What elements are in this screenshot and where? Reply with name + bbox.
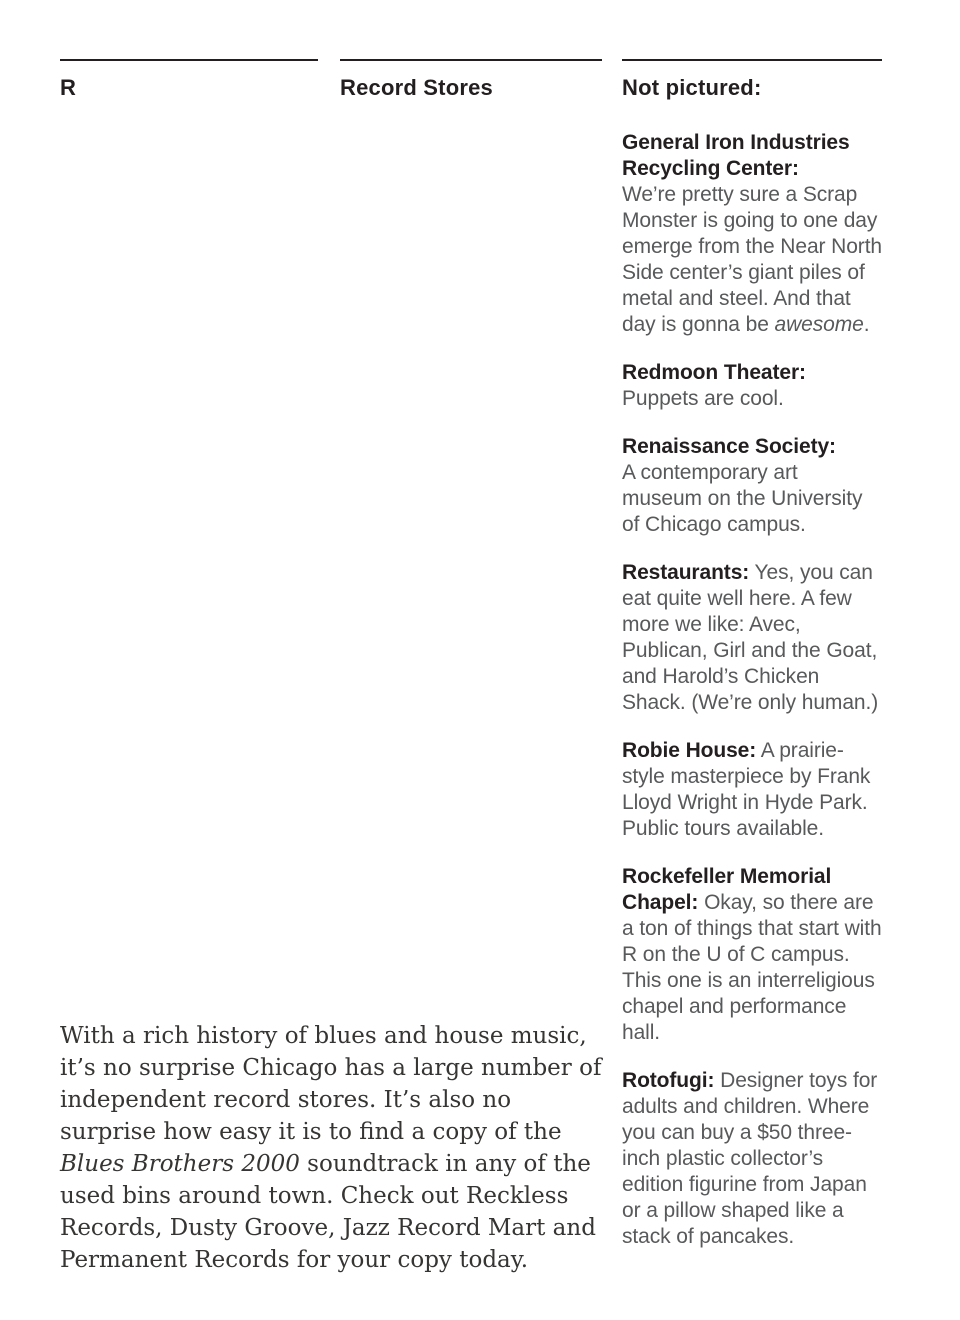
record-stores-article: [60, 1020, 608, 1276]
entry-body: Puppets are cool.: [622, 387, 784, 410]
entry-general-iron-recycling-center: [622, 130, 882, 338]
entry-rotofugi: [622, 1068, 882, 1250]
entry-title: Rockefeller Memorial Chapel:: [622, 865, 832, 914]
letter-column-rule: [60, 59, 318, 61]
entry-rockefeller-memorial-chapel: [622, 864, 882, 1046]
not-pictured-list: [622, 130, 882, 1250]
entry-redmoon-theater: [622, 360, 882, 412]
entry-title: Redmoon Theater:: [622, 361, 806, 384]
not-pictured-column: [622, 59, 882, 1250]
entry-title: Robie House:: [622, 739, 757, 762]
entry-renaissance-society: [622, 434, 882, 538]
entry-title: Restaurants:: [622, 561, 750, 584]
record-stores-paragraph: With a rich history of blues and house music, it’s no surprise Chicago has a large number of independent record stores. It’s also no surprise how easy it is to find a copy of the Blues Brothers 2000 soundtrack in any of the used bins around town. Check out Reckless Records, Dusty Groove, Jazz Record Mart and Permanent Records for your copy today.: [60, 1023, 602, 1273]
entry-title: General Iron Industries Recycling Center:: [622, 131, 850, 180]
entry-body: Okay, so there are a ton of things that start with R on the U of C campus. This one is an interreligious chapel and performance hall.: [622, 891, 882, 1044]
entry-title: Rotofugi:: [622, 1069, 715, 1092]
not-pictured-heading: Not pictured:: [622, 75, 762, 100]
topic-column-rule: [340, 59, 602, 61]
entry-title: Renaissance Society:: [622, 435, 836, 458]
topic-column: [340, 59, 602, 101]
topic-heading: Record Stores: [340, 75, 493, 100]
entry-body: Yes, you can eat quite well here. A few more we like: Avec, Publican, Girl and the Goat, and Harold’s Chicken Shack. (We’re only human.): [622, 561, 879, 714]
entry-robie-house: [622, 738, 882, 842]
not-pictured-column-rule: [622, 59, 882, 61]
entry-body: A prairie-style masterpiece by Frank Lloyd Wright in Hyde Park. Public tours available.: [622, 739, 871, 840]
entry-body: Designer toys for adults and children. Where you can buy a $50 three-inch plastic collector’s edition figurine from Japan or a pillow shaped like a stack of pancakes.: [622, 1069, 878, 1248]
entry-body: A contemporary art museum on the University of Chicago campus.: [622, 461, 863, 536]
entry-restaurants: [622, 560, 882, 716]
letter-heading: R: [60, 75, 77, 100]
letter-column: [60, 59, 318, 101]
entry-body: We’re pretty sure a Scrap Monster is going to one day emerge from the Near North Side center’s giant piles of metal and steel. And that day is gonna be awesome.: [622, 183, 883, 336]
